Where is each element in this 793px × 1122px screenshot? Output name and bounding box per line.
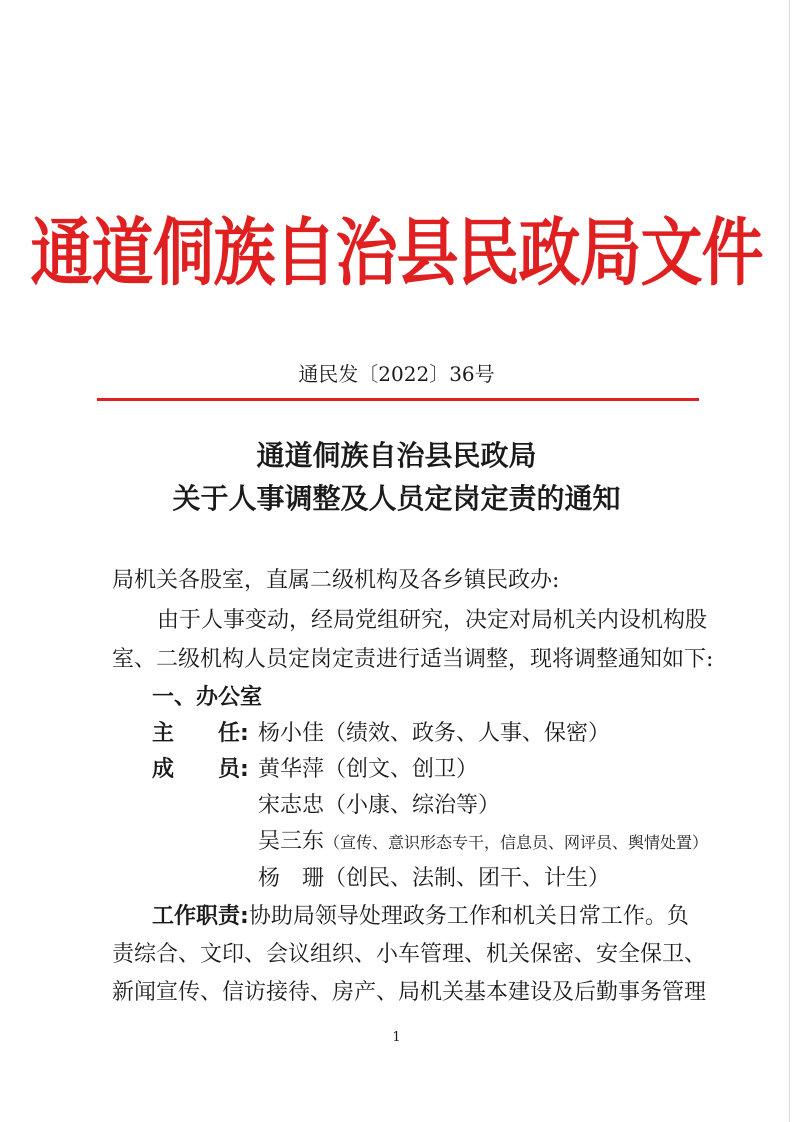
member-item: 杨 珊（创民、法制、团干、计生）	[258, 866, 611, 891]
notice-title-line1: 通道侗族自治县民政局	[256, 439, 537, 472]
notice-title-line2: 关于人事调整及人员定岗定责的通知	[172, 482, 621, 515]
member-duties: （宣传、意识形态专干，信息员、网评员、舆情处置）	[324, 833, 709, 852]
member-item: 宋志忠（小康、综治等）	[258, 793, 501, 818]
members-label: 成 员:	[152, 757, 249, 782]
page-edge	[789, 0, 790, 1122]
duty-line: 新闻宣传、信访接待、房产、局机关基本建设及后勤事务管理	[112, 980, 707, 1005]
duty-line: 责综合、文印、会议组织、小车管理、机关保密、安全保卫、	[112, 942, 707, 967]
duty-text: 协助局领导处理政务工作和机关日常工作。负	[248, 904, 689, 929]
member-item	[258, 827, 708, 858]
document-number: 通民发〔2022〕36号	[298, 362, 495, 386]
paragraph-line: 室、二级机构人员定岗定责进行适当调整，现将调整通知如下:	[112, 647, 714, 672]
duty-line	[152, 902, 689, 932]
member-name: 吴三东	[258, 829, 325, 854]
salutation: 局机关各股室，直属二级机构及各乡镇民政办:	[112, 568, 560, 593]
page-number: 1	[392, 1030, 401, 1045]
duty-label: 工作职责:	[152, 904, 249, 929]
paragraph-line: 由于人事变动，经局党组研究，决定对局机关内设机构股	[157, 608, 708, 633]
document-header-title: 通道侗族自治县民政局文件	[30, 209, 763, 296]
section-heading: 一、办公室	[152, 685, 263, 710]
red-divider-line	[97, 398, 699, 401]
member-item: 黄华萍（创文、创卫）	[258, 757, 479, 782]
director-value: 杨小佳（绩效、政务、人事、保密）	[258, 721, 611, 746]
director-label: 主 任:	[152, 721, 249, 746]
